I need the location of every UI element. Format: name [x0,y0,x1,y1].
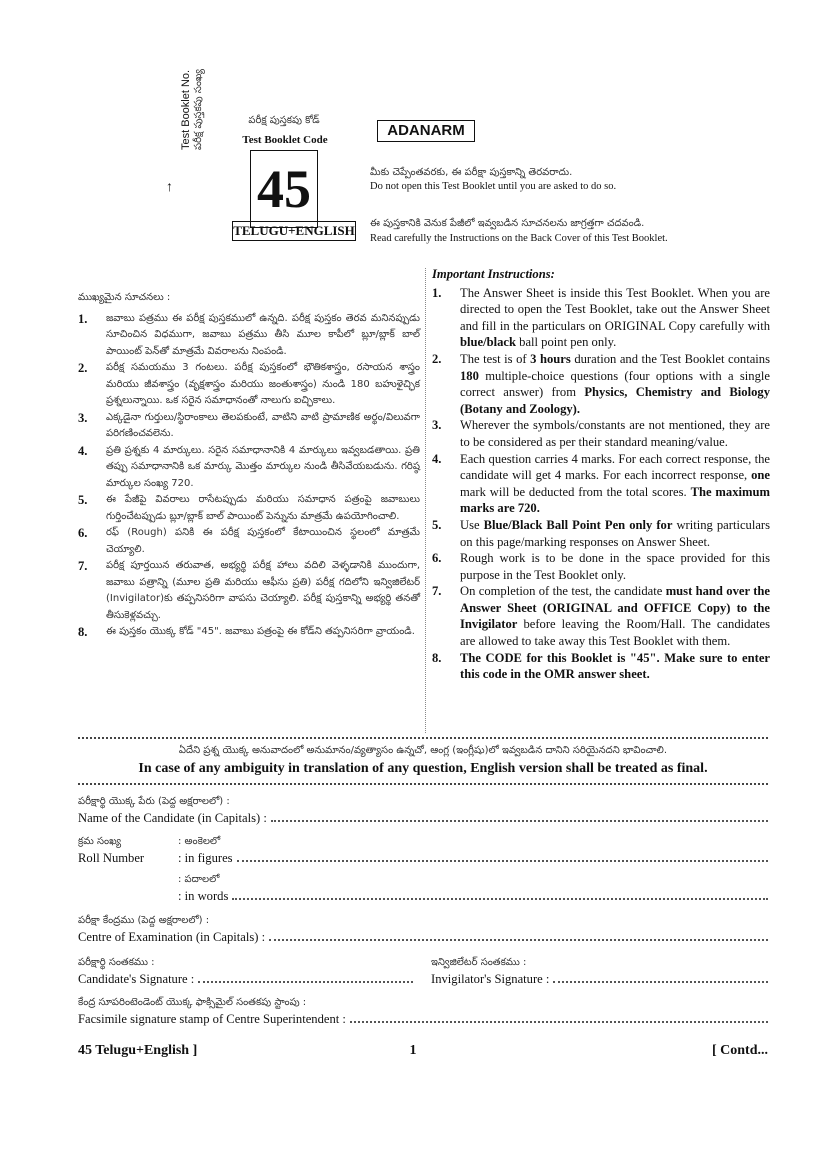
item-number: 7. [78,559,88,574]
stamp-label-te: కేంద్ర సూపరింటెండెంట్ యొక్క ఫాక్సిమైల్ సంతకపు స్టాంపు : [78,997,307,1008]
instruction-item [78,492,420,525]
signature-fields [78,955,768,987]
name-input-line[interactable] [271,810,768,822]
notice-read-te: ఈ పుస్తకానికి వెనుక పేజీలో ఇవ్వబడిన సూచనలను జాగ్రత్తగా చదవండి. [370,218,645,229]
notice-open-en: Do not open this Test Booklet until you are asked to do so. [370,181,617,192]
item-number: 6. [78,526,88,541]
item-number: 7. [432,584,442,599]
item-number: 5. [78,493,88,508]
instruction-item [78,558,420,624]
instruction-item [78,311,420,361]
item-text: ప్రతి ప్రశ్నకు 4 మార్కులు. సరైన సమాధానానికి 4 మార్కులు ఇవ్వబడతాయి. ప్రతి తప్పు సమాధానానికి ఒక మార్కు మొత్తం మార్కుల నుండి తీసివేయబడును. గరిష్ఠ మార్కుల సంఖ్య 720. [106,444,420,489]
item-text: ఈ పేజీపై వివరాలు రాసేటప్పుడు మరియు సమాధాన పత్రంపై జవాబులు గుర్తించేటప్పుడు బ్లూ/బ్లాక్ బాల్ పాయింట్ పెన్నును మాత్రమే ఉపయోగించాలి. [106,494,420,522]
telugu-instructions-heading: ముఖ్యమైన సూచనలు : [78,292,171,303]
telugu-instructions [78,290,420,641]
item-number: 4. [78,443,88,458]
item-number: 2. [78,361,88,376]
ambiguity-note-te: ఏదేని ప్రశ్న యొక్క అనువాదంలో అనుమానం/వ్యత్యాసం ఉన్నచో, ఆంగ్ల (ఇంగ్లీషు)లో ఇవ్వబడిన దానిని సరియైనదని భావించాలి. [178,745,668,756]
item-text: Rough work is to be done in the space provided for this purpose in the Test Booklet only. [460,551,770,582]
candidate-name-field[interactable] [78,794,768,826]
item-number: 5. [432,517,442,532]
invigilator-signature-line[interactable] [553,971,768,983]
roll-words-input-line[interactable] [232,888,768,900]
item-text: On completion of the test, the candidate must hand over the Answer Sheet (ORIGINAL and OFFICE Copy) to the Invigilator before leaving the Room/Hall. The candidates are allowed to take away this Test Booklet with them. [460,584,770,649]
divider [78,737,768,739]
arrow-up-icon: ↑ [166,180,173,195]
candidate-signature-field[interactable] [78,955,413,987]
name-label-en: Name of the Candidate (in Capitals) : [78,811,267,825]
words-label-en: : in words [178,889,229,903]
item-text: పరీక్ష సమయము 3 గంటలు. పరీక్ష పుస్తకంలో భౌతికశాస్త్రం, రసాయన శాస్త్రం మరియు జీవశాస్త్రం (వృక్షశాస్త్రం మరియు జంతుశాస్త్రం) నుండి 180 బహుళైచ్ఛిక ప్రశ్నలున్నాయి. ఒక సరైన సమాధానంతో నాలుగు ఐచ్ఛికాలు. [106,362,420,407]
superintendent-stamp-field[interactable] [78,995,768,1027]
instruction-item [432,285,770,351]
candidate-signature-label-te: పరీక్షార్థి సంతకము : [78,957,155,968]
invigilator-signature-label-te: ఇన్విజిలేటర్ సంతకము : [431,957,527,968]
instruction-item [432,451,770,517]
figures-label-te: : అంకెలలో [178,836,221,847]
centre-label-en: Centre of Examination (in Capitals) : [78,930,266,944]
invigilator-signature-label-en: Invigilator's Signature : [431,972,550,986]
item-number: 1. [78,311,88,326]
instruction-item [78,410,420,443]
page-number: 1 [409,1043,417,1058]
item-number: 1. [432,285,442,300]
stamp-input-line[interactable] [350,1011,768,1023]
item-number: 4. [432,451,442,466]
centre-input-line[interactable] [269,929,768,941]
roll-figures-input-line[interactable] [237,850,768,862]
notice-open-te: మీకు చెప్పేంతవరకు, ఈ పరీక్షా పుస్తకాన్ని తెరవరాదు. [370,167,573,178]
code-label-te: పరీక్ష పుస్తకపు కోడ్ [248,115,320,126]
exam-centre-field[interactable] [78,913,768,945]
footer-code-language: 45 Telugu+English ] [78,1043,198,1058]
set-name-box: ADANARM [377,120,475,142]
stamp-label-en: Facsimile signature stamp of Centre Superintendent : [78,1012,346,1026]
candidate-signature-line[interactable] [198,971,413,983]
instruction-item [432,550,770,583]
item-number: 3. [78,410,88,425]
instruction-item [432,351,770,417]
instruction-item [78,443,420,493]
language-box: TELUGU+ENGLISH [232,221,356,241]
instruction-item [78,624,420,641]
column-divider [425,268,426,733]
code-label-en: Test Booklet Code [242,134,328,146]
item-text: ఎక్కడైనా గుర్తులు/స్థిరాంకాలు తెలపకుంటే, వాటిని వాటి ప్రామాణిక అర్థం/విలువగా పరిగణించవలెను. [106,411,420,440]
candidate-signature-label-en: Candidate's Signature : [78,972,195,986]
booklet-number-label-en: Test Booklet No. [180,69,192,150]
item-text: ఈ పుస్తకం యొక్క కోడ్ "45". జవాబు పత్రంపై ఈ కోడ్‌ని తప్పనిసరిగా వ్రాయండి. [106,626,415,638]
ambiguity-note-en: In case of any ambiguity in translation of any question, English version shall be treated as final. [138,761,708,776]
booklet-number-label [180,69,206,150]
instruction-item [78,360,420,410]
english-instructions-heading: Important Instructions: [432,267,555,281]
item-number: 2. [432,351,442,366]
notice-read-en: Read carefully the Instructions on the Back Cover of this Test Booklet. [370,233,668,244]
item-text: జవాబు పత్రము ఈ పరీక్ష పుస్తకములో ఉన్నది. పరీక్ష పుస్తకం తెరవ మనినప్పుడు సూచించిన విధముగా, జవాబు పత్రము తీసి మూల కాపీలో బ్లూ/బ్లాక్ బాల్ పాయింట్ పెన్‌తో మాత్రమే వివరాలను నింపండి. [106,312,420,357]
item-text: The test is of 3 hours duration and the Test Booklet contains 180 multiple-choice questions (four options with a single correct answer) from Physics, Chemistry and Biology (Botany and Zoology). [460,351,770,416]
footer-contd: [ Contd... [711,1043,768,1058]
instruction-item [432,517,770,550]
name-label-te: పరీక్షార్థి యొక్క పేరు (పెద్ద అక్షరాలలో) : [78,796,230,807]
roll-number-field[interactable] [78,834,768,904]
item-text: రఫ్ (Rough) పనికి ఈ పరీక్ష పుస్తకంలో కేటాయించిన స్థలంలో మాత్రమే చెయ్యాలి. [106,527,420,555]
item-text: Wherever the symbols/constants are not mentioned, they are to be considered as per their standard meaning/value. [460,418,770,449]
booklet-number-label-te: పరీక్ష పుస్తకపు సంఖ్య [193,69,204,150]
item-number: 8. [432,650,442,665]
booklet-code-box: 45 [250,150,318,228]
item-number: 8. [78,625,88,640]
english-instructions [432,266,770,683]
words-label-te: : పదాలలో [178,874,220,885]
item-number: 6. [432,551,442,566]
item-text: The CODE for this Booklet is "45". Make sure to enter this code in the OMR answer sheet. [460,650,770,682]
item-text: Each question carries 4 marks. For each correct response, the candidate will get 4 marks. For each incorrect response, one mark will be deducted from the total scores. The maximum marks are 720. [460,451,770,516]
item-number: 3. [432,418,442,433]
item-text: Use Blue/Black Ball Point Pen only for writing particulars on this page/marking responses on Answer Sheet. [460,517,771,549]
instruction-item [432,583,770,649]
divider [78,783,768,785]
instruction-item [432,650,770,683]
centre-label-te: పరీక్షా కేంద్రము (పెద్ద అక్షరాలలో) : [78,915,210,926]
instruction-item [78,525,420,558]
invigilator-signature-field[interactable] [431,955,768,987]
roll-label-en: Roll Number [78,851,145,865]
item-text: పరీక్ష పూర్తయిన తరువాత, అభ్యర్థి పరీక్ష హాలు వదిలి వెళ్ళడానికి ముందుగా, జవాబు పత్రాన్ని (మూల ప్రతి మరియు ఆఫీసు ప్రతి) పరీక్ష గదిలోని ఇన్విజిలేటర్ (Invigilator)కు తప్పనిసరిగా వాపసు చెయ్యాలి. పరీక్ష పుస్తకాన్ని అభ్యర్థి తనతో తీసుకెళ్లవచ్చు. [106,560,420,621]
instruction-item [432,417,770,450]
item-text: The Answer Sheet is inside this Test Booklet. When you are directed to open the Test Booklet, take out the Answer Sheet and fill in the particulars on ORIGINAL Copy carefully with blue/black ball point pen only. [460,285,770,350]
roll-label-te: క్రమ సంఖ్య [78,836,122,847]
figures-label-en: : in figures [178,851,233,865]
